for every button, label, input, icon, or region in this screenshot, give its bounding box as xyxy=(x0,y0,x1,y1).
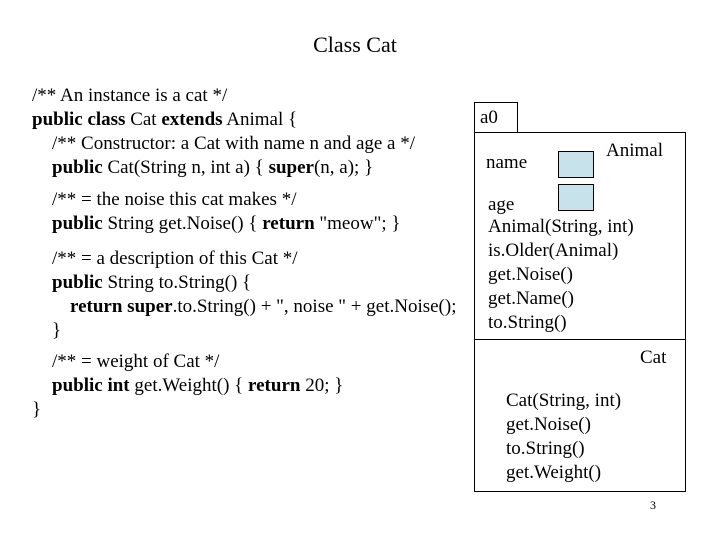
ctor-line xyxy=(32,156,415,180)
slide-title: Class Cat xyxy=(313,32,397,57)
superclass-name: Animal { xyxy=(226,109,298,130)
noise-line xyxy=(52,212,400,236)
page-number: 3 xyxy=(650,498,656,512)
weight-block xyxy=(52,350,343,398)
class-name: Cat xyxy=(130,109,157,130)
doc-noise: /** = the noise this cat makes */ xyxy=(52,189,297,210)
field-name-label: name xyxy=(486,152,528,173)
kw-class: class xyxy=(87,109,126,130)
animal-partition-label: Animal xyxy=(606,140,663,161)
noise-signature: String get.Noise() { xyxy=(107,213,258,234)
tostring-return-line xyxy=(52,295,456,319)
kw-public: public xyxy=(52,213,103,234)
method-is-older: is.Older(Animal) xyxy=(488,240,619,261)
tostring-signature: String to.String() { xyxy=(107,272,252,293)
field-age-label: age xyxy=(488,194,515,215)
kw-public: public xyxy=(32,109,83,130)
tostring-block xyxy=(52,247,456,343)
kw-super: super xyxy=(127,296,173,317)
method-cat-ctor: Cat(String, int) xyxy=(506,390,622,411)
ctor-body: (n, a); } xyxy=(313,157,374,178)
kw-extends: extends xyxy=(161,109,223,130)
method-animal-ctor: Animal(String, int) xyxy=(488,216,634,237)
weight-line xyxy=(52,374,343,398)
kw-return: return xyxy=(248,375,301,396)
ctor-signature: Cat(String n, int a) { xyxy=(107,157,264,178)
kw-int: int xyxy=(107,375,130,396)
method-cat-get-weight: get.Weight() xyxy=(506,462,602,483)
method-cat-get-noise: get.Noise() xyxy=(506,414,591,435)
kw-public: public xyxy=(52,272,103,293)
noise-body: "meow"; } xyxy=(319,213,401,234)
tostring-body: .to.String() + ", noise " + get.Noise(); xyxy=(172,296,457,317)
kw-super: super xyxy=(268,157,314,178)
noise-block xyxy=(52,188,400,236)
animal-methods xyxy=(488,215,634,335)
weight-signature: get.Weight() { xyxy=(134,375,244,396)
class-declaration xyxy=(32,108,415,132)
kw-public: public xyxy=(52,375,103,396)
method-to-string: to.String() xyxy=(488,312,567,333)
tostring-line xyxy=(52,271,456,295)
doc-weight: /** = weight of Cat */ xyxy=(52,351,220,372)
field-name-box xyxy=(558,151,594,178)
kw-return: return xyxy=(70,296,123,317)
doc-ctor: /** Constructor: a Cat with name n and age a */ xyxy=(52,133,416,154)
field-age-box xyxy=(558,184,594,211)
method-cat-to-string: to.String() xyxy=(506,438,585,459)
method-get-noise: get.Noise() xyxy=(488,264,573,285)
kw-return: return xyxy=(262,213,315,234)
weight-body: 20; } xyxy=(305,375,344,396)
code-listing xyxy=(32,84,415,180)
cat-partition-label: Cat xyxy=(640,347,667,368)
class-close-brace: } xyxy=(32,399,42,420)
doc-tostring: /** = a description of this Cat */ xyxy=(52,248,298,269)
cat-methods xyxy=(506,389,621,485)
tostring-close: } xyxy=(52,320,62,341)
method-get-name: get.Name() xyxy=(488,288,574,309)
object-tab-label: a0 xyxy=(480,107,498,128)
doc-class: /** An instance is a cat */ xyxy=(32,85,228,106)
kw-public: public xyxy=(52,157,103,178)
